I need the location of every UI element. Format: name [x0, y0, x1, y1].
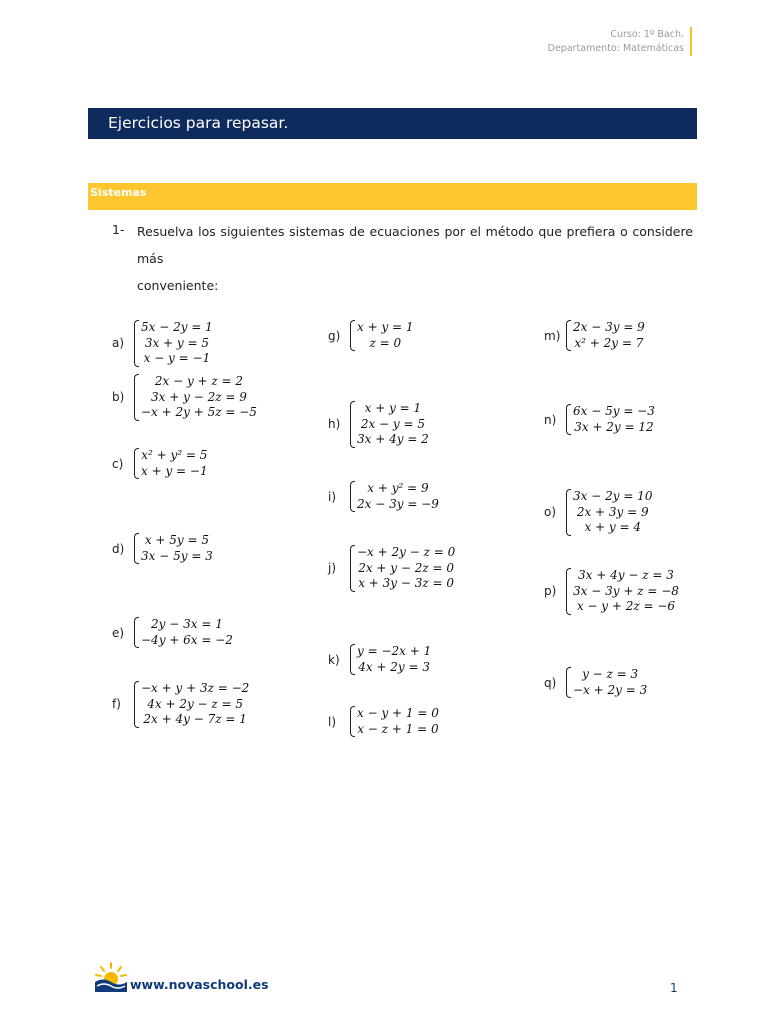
- system-label: n): [544, 412, 557, 427]
- equation: −x + 2y = 3: [573, 682, 648, 697]
- brace-icon: [134, 320, 139, 367]
- equation: 2x + y − 2z = 0: [358, 560, 455, 575]
- equation: 4x + 2y − z = 5: [147, 696, 244, 711]
- system-item: [544, 568, 679, 615]
- equation: 2x − y = 5: [360, 416, 425, 431]
- equation: x + y² = 9: [367, 481, 429, 495]
- system-label: o): [544, 505, 557, 520]
- system-item: [112, 448, 208, 479]
- system-item: [328, 706, 439, 737]
- system-label: e): [112, 625, 125, 640]
- equation: 3x − 5y = 3: [141, 548, 213, 563]
- page-number: 1: [670, 981, 678, 995]
- brace-icon: [134, 448, 139, 479]
- equation: x + y = 1: [364, 401, 422, 415]
- system-item: [328, 481, 439, 512]
- system-label: d): [112, 541, 125, 556]
- equation: 2x − y + z = 2: [154, 374, 244, 388]
- equation: 3x + y = 5: [144, 335, 209, 350]
- system-item: [112, 374, 257, 421]
- brace-icon: [350, 644, 355, 675]
- website-link[interactable]: www.novaschool.es: [130, 977, 269, 992]
- equation: 3x + 4y = 2: [357, 432, 429, 446]
- equation: x + y = 1: [357, 320, 414, 334]
- system-label: h): [328, 417, 341, 432]
- system-item: [328, 401, 429, 448]
- system-label: c): [112, 456, 124, 471]
- system-item: [112, 533, 213, 564]
- brace-icon: [350, 401, 355, 448]
- equation: x + 5y = 5: [144, 533, 209, 547]
- brace-icon: [350, 545, 355, 592]
- system-item: [112, 617, 233, 648]
- header-accent-bar: [690, 27, 692, 56]
- brace-icon: [566, 404, 571, 435]
- department-label: Departamento: Matemáticas: [547, 43, 684, 54]
- equation: 2y − 3x = 1: [151, 617, 223, 631]
- system-label: p): [544, 584, 557, 599]
- equation: x + y = −1: [141, 463, 208, 478]
- equation: z = 0: [369, 335, 402, 350]
- system-label: l): [328, 714, 337, 729]
- brace-icon: [566, 667, 571, 698]
- page-header: [548, 28, 684, 56]
- equation: x² + 2y = 7: [574, 335, 644, 350]
- equation: x − z + 1 = 0: [357, 721, 439, 736]
- novaschool-logo-icon: [94, 960, 128, 992]
- equation: 3x + y − 2z = 9: [151, 389, 247, 404]
- equation: 6x − 5y = −3: [573, 404, 655, 418]
- equation: −x + 2y + 5z = −5: [141, 405, 257, 419]
- equation: −x + 2y − z = 0: [357, 545, 456, 559]
- system-item: [544, 489, 652, 536]
- system-label: k): [328, 652, 340, 667]
- system-label: q): [544, 675, 557, 690]
- question-number: 1-: [112, 222, 125, 237]
- page-title: Ejercicios para repasar.: [108, 114, 289, 132]
- equation: 2x + 3y = 9: [576, 504, 649, 519]
- equation: x + y = 4: [584, 520, 641, 534]
- equation: x − y = −1: [143, 351, 211, 365]
- system-item: [328, 320, 414, 351]
- title-band: [88, 108, 697, 139]
- question-text: [137, 218, 693, 299]
- question-text-line: conveniente:: [137, 278, 219, 293]
- system-label: g): [328, 328, 341, 343]
- equation: y = −2x + 1: [357, 644, 432, 658]
- section-band: [88, 183, 697, 210]
- equation: 3x − 3y + z = −8: [573, 583, 679, 598]
- brace-icon: [134, 617, 139, 648]
- brace-icon: [134, 533, 139, 564]
- system-label: j): [328, 561, 337, 576]
- course-label: Curso: 1º Bach.: [610, 29, 684, 40]
- brace-icon: [134, 374, 139, 421]
- equation: 2x + 4y − 7z = 1: [143, 712, 247, 726]
- equation: 2x − 3y = −9: [357, 496, 439, 511]
- brace-icon: [350, 481, 355, 512]
- system-label: i): [328, 489, 337, 504]
- equation: 2x − 3y = 9: [573, 320, 645, 334]
- equation: 3x + 4y − z = 3: [578, 568, 674, 582]
- equation: 5x − 2y = 1: [141, 320, 213, 334]
- system-label: m): [544, 328, 561, 343]
- brace-icon: [566, 568, 571, 615]
- equation: 3x − 2y = 10: [573, 489, 653, 503]
- system-item: [112, 320, 213, 367]
- system-label: b): [112, 390, 125, 405]
- system-item: [328, 644, 431, 675]
- equation: x² + y² = 5: [141, 448, 208, 462]
- system-label: a): [112, 336, 125, 351]
- equation: −4y + 6x = −2: [141, 632, 233, 647]
- brace-icon: [350, 706, 355, 737]
- equation: x + 3y − 3z = 0: [358, 576, 455, 590]
- equation: 3x + 2y = 12: [574, 419, 654, 434]
- system-item: [544, 320, 645, 351]
- system-item: [112, 681, 249, 728]
- system-item: [544, 404, 655, 435]
- brace-icon: [566, 320, 571, 351]
- equation: x − y + 1 = 0: [357, 706, 439, 720]
- section-title: Sistemas: [90, 186, 147, 199]
- equation: y − z = 3: [582, 667, 639, 681]
- question-text-line: Resuelva los siguientes sistemas de ecuaciones por el método que prefiera o considere más: [137, 224, 693, 266]
- equation: −x + y + 3z = −2: [141, 681, 250, 695]
- brace-icon: [134, 681, 139, 728]
- equation: x − y + 2z = −6: [576, 599, 676, 613]
- system-label: f): [112, 697, 121, 712]
- system-item: [328, 545, 455, 592]
- brace-icon: [350, 320, 355, 351]
- equation: 4x + 2y = 3: [358, 659, 431, 674]
- brace-icon: [566, 489, 571, 536]
- system-item: [544, 667, 647, 698]
